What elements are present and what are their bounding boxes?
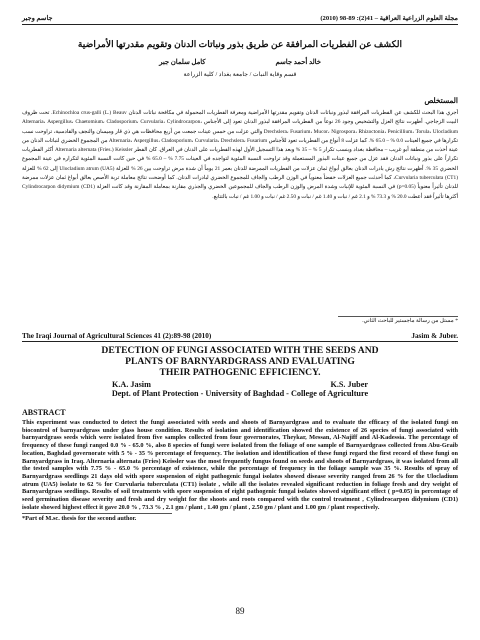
arabic-running-header	[22, 14, 458, 25]
english-authors	[22, 380, 458, 389]
arabic-journal-citation: مجلة العلوم الزراعية العراقية – 41(2): 89-98 (2010)	[320, 15, 458, 22]
english-journal-citation: The Iraqi Journal of Agricultural Sciences 41 (2):89-98 (2010)	[22, 332, 212, 340]
english-footnote: *Part of M.sc. thesis for the second author.	[22, 513, 172, 522]
english-title	[22, 345, 458, 378]
arabic-authors-short: جاسم وجبر	[22, 15, 53, 22]
english-abstract: This experiment was conducted to detect the fungi associated with seeds and shoots of Barnyardgrass and to evaluate the efficacy of the isolated fungi on biocontrol of barnyardgrass under glass house condition. Results of isolation and identification showed the existence of 26 species of fungi associated with barnyardgrass seeds which were isolated from five samples collected from four governorates, Theykar, Messan, Al-Najiff and Al-Kadessia. The percentage of frequency of these fungi ranged 0.0 % - 65.0 %, also 8 species of fungi were isolated from the foliage of one sample of Barnyardgrass collected from Abu-Graib location, Baghdad governorate with 5 % - 35 % percentage of frequency. The isolation and identification of these fungi regard the first record of these fungi on Barnyardgrass in Iraq. Alternaria alternata (Fries) Keissler was the most frequently fungus found on seeds and shoots of Barnyardgrass, it was isolated from all the tested samples with 7.75 % - 65.0 % percentage of existence, while the percentage of frequency in the foliage sample was 35 %. Results of spray of Barnyardgrass seedlings 21 days old with spore suspension of eight pathogenic fungal isolates showed disease severity ranged from 26 % for the Ulocladium atrum (UA5) isolate to 62 % for Curvularia tuberculata (CT1) isolate , while all the isolates revealed significant reduction in foliage fresh and dry weight of Barnyardgrass seedlings. Results of soil treatments with spore suspension of eight pathogenic fungal isolates showed significant effect ( p=0.05) in percentage of seed germination disease severity and fresh and dry weight for the shoots and roots compared with the control treatment , Cylindrocarpon didymium (CD1) isolate showed highest effect it gave 20.0 % , 73.3 % , 2.1 gm / plant , 1.40 gm / plant , 2.50 gm / plant and 1.00 gm / plant respectively.	[22, 419, 458, 511]
arabic-authors	[22, 58, 458, 66]
english-running-header	[22, 332, 458, 342]
arabic-abstract-heading: المستخلص	[424, 96, 458, 105]
arabic-title: الكشف عن الفطريات المرافقة عن طريق بذور ونباتات الدنان وتقويم مقدرتها الأمراضية	[77, 39, 403, 49]
arabic-department: قسم وقاية النبات / جامعة بغداد / كلية الزراعة	[183, 71, 297, 78]
english-authors-short: Jasim & Juber.	[411, 332, 458, 340]
arabic-abstract: أجري هذا البحث للكشف عن الفطريات المرافقة لبذور ونباتات الدنان وتقويم مقدرتها الأمراضية ومعرفة الفطريات المحمولة في مكافحة نباتات الدنان Echinochloa crus-galli (L.) Beauv. تحت ظروف البيت الزجاجي. أظهرت نتائج العزل والتشخيص وجود 26 نوعاً من الفطريات المرافقة لبذور الدنان تعود إلى الأجناس Alternaria، Aspergillus، Chaetomium، Cladosporium، Curvularia، Cylindrocarpon، Drechslera، Fusarium، Mucor، Nigrospora، Rhizoctonia، Penicillium، Torula، Ulocladium والتي عزلت من خمس عينات جمعت من أربع محافظات هي ذي قار وميسان والنجف والقادسية، تراوحت نسب تكرارها في جميع العينات 0.0 % – 65.0 %. كما عزلت 8 أنواع من الفطريات تعود للأجناس Alternaria، Aspergillus، Cladosporium، Curvularia، Drechslera، Fusarium من المجموع الخضري لنباتات الدنان من عينة أخذت من منطقة أبو غريب – محافظة بغداد وبنسب تكرار 5 % – 35 % وبعد هذا التسجيل الأول لهذه الفطريات على الدنان في العراق. كان الفطر Alternaria alternata (Fries.) Keissler أكثر الفطريات تكراراً على بذور ونباتات الدنان فقد عزل من جميع عينات البذور المستعملة وقد تراوحت النسبة المئوية لتواجده في العينات 7.75 % – 65.0 % في حين كانت النسبة المئوية لتكراره في عينة المجموع الخضري 35 %. أظهرت نتائج رش بادرات الدنان بعالق أبواغ ثمان عزلات من الفطريات الممرضة للدنان بعمر 21 يوماً أن شدة مرض تراوحت بين 26 % للعزلة Ulocladium atrum (UA5) إلى 62 % للعزلة Curvularia tuberculata (CT1)، كما أحدثت جميع العزلات خفضاً معنوياً في الوزن الرطب والجاف للمجموع الخضري لبادرات الدنان. كما أوضحت نتائج معاملة تربة الأصص بعالق أبواغ ثمان عزلات ممرضة للدنان تأثيراً معنوياً (p=0.05) في النسبة المئوية للإنبات وشدة المرض والوزن الرطب والجاف للمجموعين الخضري والجذري مقارنة بمعاملة المقارنة وقد كانت العزلة Cylindrocarpon didymium (CD1) أكثرها تأثيراً فقد أعطت 20.0 % و 73.3 % و 2.1 غم / نبات و 1.40 غم / نبات و 2.50 غم / نبات و 1.00 غم / نبات بالتتابع.	[22, 110, 458, 200]
arabic-author-2: كامل سلمان جبر	[159, 59, 206, 66]
english-title-line: PLANTS OF BARNYARDGRASS AND EVALUATING	[125, 356, 355, 367]
english-title-line: THEIR PATHOGENIC EFFICIENCY.	[159, 367, 321, 378]
english-abstract-heading: ABSTRACT	[22, 408, 66, 417]
english-title-line: DETECTION OF FUNGI ASSOCIATED WITH THE SEEDS AND	[101, 345, 379, 356]
english-author-2: K.S. Juber	[330, 380, 368, 389]
english-department: Dept. of Plant Protection - University of Baghdad - College of Agriculture	[111, 389, 369, 398]
arabic-author-1: خالد أحمد جاسم	[275, 59, 321, 66]
page-number: 89	[235, 606, 245, 616]
english-author-1: K.A. Jasim	[112, 380, 151, 389]
arabic-footnote: * مستل من رسالة ماجستير للباحث الثاني.	[338, 316, 458, 324]
